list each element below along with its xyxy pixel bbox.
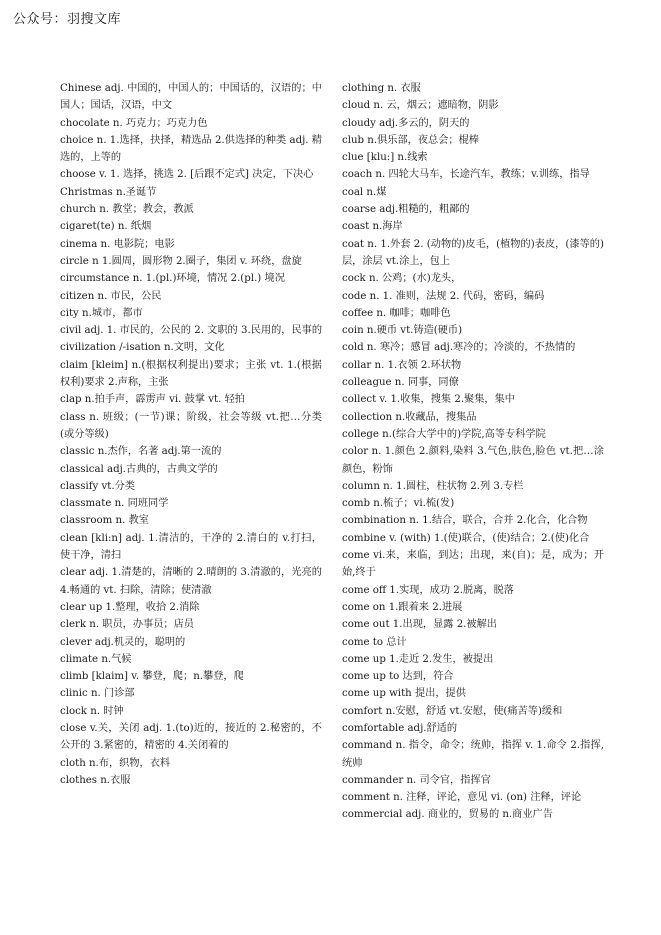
dictionary-entry: climate n.气候 <box>60 653 132 665</box>
dictionary-entry: citizen n. 市民，公民 <box>60 290 162 302</box>
dictionary-entry: cloudy adj.多云的，阴天的 <box>342 117 470 129</box>
dictionary-entry: classify vt.分类 <box>60 480 135 492</box>
dictionary-entry: choose v. 1. 选择，挑选 2. [后跟不定式] 决定，下决心 <box>60 169 314 181</box>
dictionary-entry: claim [kleim] n.(根据权利提出)要求；主张 vt. 1.(根据权利)要求 2.声称，主张 <box>60 359 322 389</box>
dictionary-entry: collect v. 1.收集，搜集 2.聚集，集中 <box>342 394 515 406</box>
dictionary-entry: classical adj.古典的，古典文学的 <box>60 463 218 475</box>
dictionary-entry: come up 1.走近 2.发生，被提出 <box>342 653 494 665</box>
dictionary-entry: column n. 1.圆柱，柱状物 2.列 3.专栏 <box>342 480 524 492</box>
left-column <box>60 80 322 789</box>
dictionary-entry: circle n 1.圆周，圆形物 2.圈子，集团 v. 环绕，盘旋 <box>60 255 302 267</box>
dictionary-entry: color n. 1.颜色 2.颜料,染料 3.气色,肤色,脸色 vt.把…涂颜色，粉饰 <box>342 446 604 475</box>
dictionary-entry: comb n.梳子；vi.梳(发) <box>342 498 455 510</box>
dictionary-entry: coach n. 四轮大马车，长途汽车，教练；v.训练，指导 <box>342 169 590 181</box>
dictionary-entry: city n.城市，都市 <box>60 307 143 319</box>
dictionary-entry: code n. 1. 准则，法规 2. 代码，密码，编码 <box>342 290 545 302</box>
dictionary-entry: coarse adj.粗糙的，粗鄙的 <box>342 204 470 216</box>
dictionary-entry: come on 1.跟着来 2.进展 <box>342 601 463 613</box>
dictionary-entry: classroom n. 教室 <box>60 515 149 527</box>
dictionary-entry: cloth n.布，织物，衣料 <box>60 757 171 769</box>
dictionary-entry: cinema n. 电影院；电影 <box>60 238 175 250</box>
dictionary-entry: clothing n. 衣服 <box>342 83 421 94</box>
dictionary-entry: comfortable adj.舒适的 <box>342 722 458 734</box>
dictionary-entry: cock n. 公鸡；(水)龙头， <box>342 273 462 285</box>
dictionary-entry: chocolate n. 巧克力；巧克力色 <box>60 117 208 129</box>
dictionary-entry: college n.(综合大学中的)学院,高等专科学院 <box>342 428 546 440</box>
dictionary-entry: climb [klaim] v. 攀登，爬；n.攀登，爬 <box>60 671 244 683</box>
dictionary-entry: cloud n. 云，烟云；遮暗物，阴影 <box>342 100 499 112</box>
dictionary-entry: coffee n. 咖啡；咖啡色 <box>342 307 451 319</box>
dictionary-entry: class n. 班级；(一节)课；阶级，社会等级 vt.把…分类(或分等级) <box>60 411 322 440</box>
dictionary-entry: come off 1.实现，成功 2.脱离，脱落 <box>342 584 514 596</box>
dictionary-entry: come vi.来，来临，到达；出现，来(自)；是，成为；开始,终于 <box>342 550 604 579</box>
dictionary-entry: commander n. 司令官，指挥官 <box>342 774 491 786</box>
dictionary-entry: come out 1.出现，显露 2.被解出 <box>342 619 497 631</box>
dictionary-entry: Christmas n.圣诞节 <box>60 186 157 198</box>
dictionary-entry: come to 总计 <box>342 636 407 648</box>
dictionary-entry: clear up 1.整理，收拾 2.消除 <box>60 601 200 613</box>
dictionary-entry: club n.俱乐部，夜总会；棍棒 <box>342 134 479 146</box>
dictionary-entry: classmate n. 同班同学 <box>60 498 169 510</box>
dictionary-entry: come up to 达到，符合 <box>342 671 454 683</box>
dictionary-entry: clock n. 时钟 <box>60 705 124 717</box>
dictionary-entry: civil adj. 1. 市民的，公民的 2. 文职的 3.民用的，民事的 <box>60 325 323 337</box>
dictionary-entry: clear adj. 1.清楚的，清晰的 2.晴朗的 3.清澈的，光亮的 4.畅通的 vt. 扫除，清除；使清澈 <box>60 567 322 596</box>
dictionary-entry: come up with 提出，提供 <box>342 688 466 700</box>
dictionary-entry: clean [kli:n] adj. 1.清洁的，干净的 2.清白的 v.打扫，使干净，清扫 <box>60 532 322 562</box>
right-column <box>342 80 604 824</box>
dictionary-entry: coat n. 1.外套 2. (动物的)皮毛，(植物的)表皮，(漆等的)层，涂层 vt.涂上，包上 <box>342 238 604 267</box>
dictionary-entry: collection n.收藏品，搜集品 <box>342 411 477 423</box>
dictionary-entry: church n. 教堂；教会，教派 <box>60 204 194 216</box>
dictionary-entry: comfort n.安慰，舒适 vt.安慰，使(痛苦等)缓和 <box>342 705 563 717</box>
dictionary-entry: coast n.海岸 <box>342 221 403 233</box>
dictionary-entry: choice n. 1.选择，抉择，精选品 2.供选择的种类 adj. 精选的，上等的 <box>60 134 322 164</box>
dictionary-entry: clothes n.衣服 <box>60 774 131 786</box>
dictionary-entry: classic n.杰作，名著 adj.第一流的 <box>60 446 222 458</box>
dictionary-entry: clerk n. 职员，办事员；店员 <box>60 619 194 631</box>
dictionary-entry: collar n. 1.衣领 2.环状物 <box>342 359 462 371</box>
dictionary-entry: coin n.硬币 vt.铸造(硬币) <box>342 325 463 337</box>
dictionary-entry: coal n.煤 <box>342 186 387 198</box>
dictionary-entry: clue [klu:] n.线索 <box>342 152 428 164</box>
dictionary-entry: command n. 指令，命令；统帅，指挥 v. 1.命令 2.指挥,统帅 <box>342 740 604 769</box>
dictionary-entry: civilization /-isation n.文明，文化 <box>60 342 225 354</box>
dictionary-entry: combine v. (with) 1.(使)联合，(使)结合；2.(使)化合 <box>342 532 590 544</box>
dictionary-entry: clinic n. 门诊部 <box>60 688 135 700</box>
page-header: 公众号：羽搜文库 <box>13 12 122 27</box>
dictionary-entry: cigaret(te) n. 纸烟 <box>60 221 152 233</box>
dictionary-entry: clever adj.机灵的，聪明的 <box>60 636 186 648</box>
dictionary-entry: Chinese adj. 中国的，中国人的；中国话的，汉语的；中国人；国话，汉语，中文 <box>60 83 322 112</box>
dictionary-entry: comment n. 注释，评论，意见 vi. (on) 注释，评论 <box>342 792 582 804</box>
dictionary-entry: colleague n. 同事，同僚 <box>342 377 459 389</box>
dictionary-entry: combination n. 1.结合，联合，合并 2.化合，化合物 <box>342 515 588 527</box>
dictionary-entry: close v.关，关闭 adj. 1.(to)近的，接近的 2.秘密的，不公开的 3.紧密的，精密的 4.关闭着的 <box>60 722 322 752</box>
dictionary-entry: circumstance n. 1.(pl.)环境，情况 2.(pl.) 境况 <box>60 273 285 285</box>
dictionary-entry: cold n. 寒冷；感冒 adj.寒冷的；冷淡的，不热情的 <box>342 342 576 354</box>
dictionary-entry: clap n.拍手声，霹雳声 vi. 鼓掌 vt. 轻拍 <box>60 394 245 406</box>
dictionary-entry: commercial adj. 商业的，贸易的 n.商业广告 <box>342 809 553 821</box>
